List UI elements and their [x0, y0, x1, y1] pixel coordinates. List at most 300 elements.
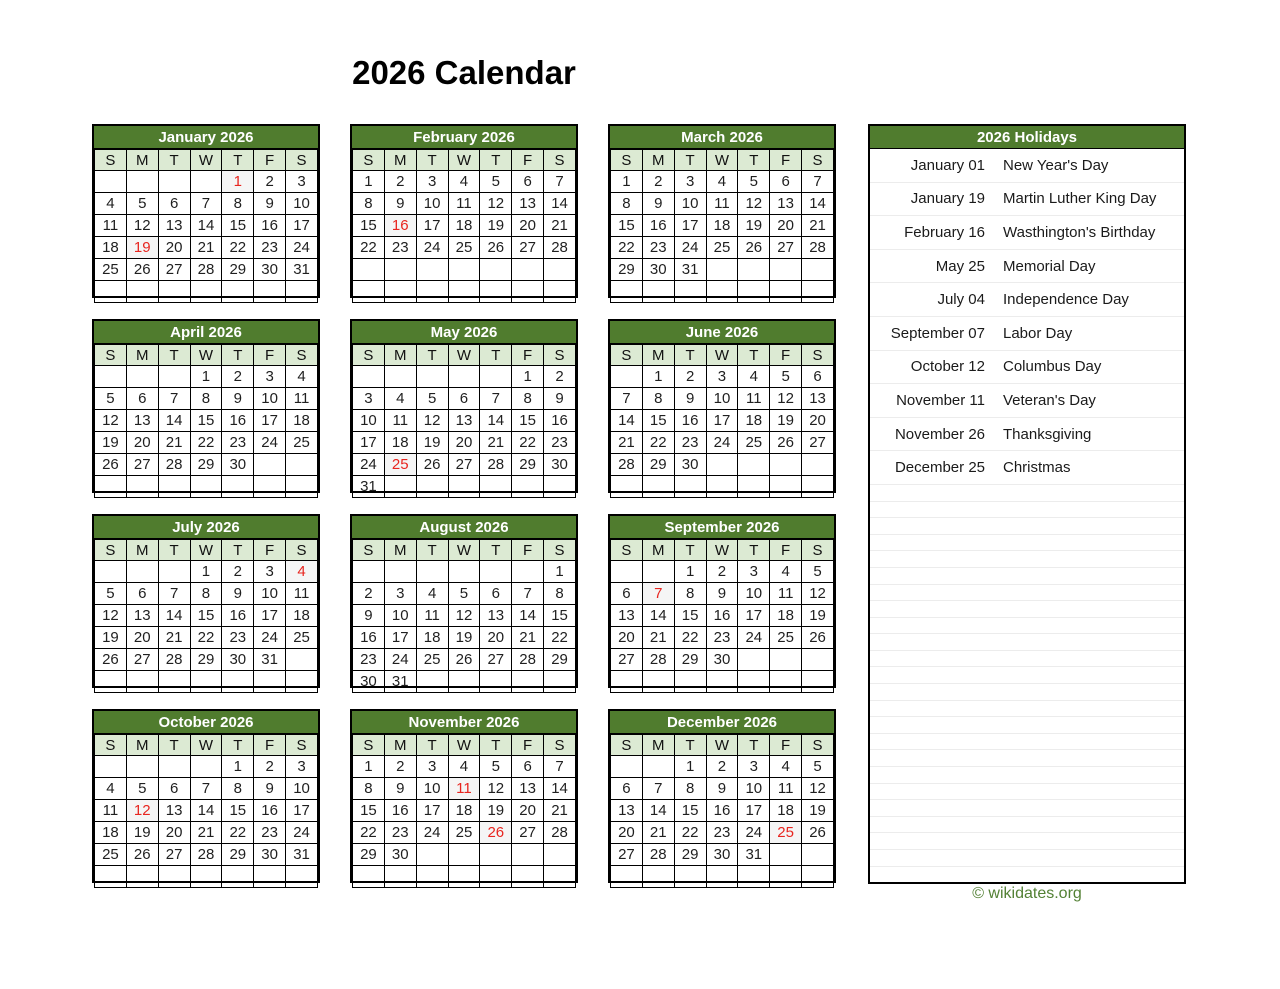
day-cell: 16	[706, 800, 738, 822]
holiday-date: November 26	[894, 425, 985, 443]
day-cell: 8	[353, 778, 385, 800]
holiday-row	[870, 750, 1184, 767]
day-cell: 2	[544, 366, 576, 388]
day-cell: 30	[384, 844, 416, 866]
day-cell: 16	[674, 410, 706, 432]
day-cell: 6	[611, 778, 643, 800]
holiday-row	[870, 384, 1184, 418]
day-of-week-header: M	[126, 150, 158, 171]
day-of-week-header: S	[95, 540, 127, 561]
holiday-row	[870, 734, 1184, 751]
day-cell: 8	[674, 778, 706, 800]
month-title: July 2026	[94, 516, 318, 539]
day-cell: 1	[642, 366, 674, 388]
day-cell: 25	[448, 822, 480, 844]
day-of-week-header: T	[222, 540, 254, 561]
day-cell: 26	[416, 454, 448, 476]
day-cell: 5	[802, 756, 834, 778]
month-calendar	[92, 124, 320, 298]
holiday-name: Christmas	[1003, 459, 1071, 477]
day-cell	[384, 281, 416, 303]
day-cell: 11	[416, 605, 448, 627]
holiday-row	[870, 585, 1184, 602]
day-of-week-header: W	[190, 540, 222, 561]
holiday-date: February 16	[904, 223, 985, 241]
day-cell: 7	[190, 778, 222, 800]
day-of-week-header: T	[674, 735, 706, 756]
day-cell	[448, 844, 480, 866]
day-cell: 20	[770, 215, 802, 237]
day-cell: 5	[95, 583, 127, 605]
day-cell: 28	[544, 237, 576, 259]
day-cell: 12	[448, 605, 480, 627]
day-of-week-header: S	[544, 540, 576, 561]
day-cell: 27	[512, 822, 544, 844]
day-cell: 20	[611, 822, 643, 844]
holiday-row	[870, 634, 1184, 651]
day-cell	[706, 671, 738, 693]
day-of-week-header: W	[448, 540, 480, 561]
month-title: January 2026	[94, 126, 318, 149]
day-of-week-header: F	[770, 540, 802, 561]
holiday-row	[870, 551, 1184, 568]
day-cell: 12	[770, 388, 802, 410]
day-cell	[353, 366, 385, 388]
day-cell: 21	[190, 822, 222, 844]
day-cell: 19	[802, 800, 834, 822]
day-cell: 25	[95, 259, 127, 281]
day-cell: 12	[480, 778, 512, 800]
day-cell	[480, 259, 512, 281]
day-cell: 28	[544, 822, 576, 844]
day-cell: 20	[611, 627, 643, 649]
day-cell: 21	[158, 432, 190, 454]
day-cell	[611, 866, 643, 888]
month-title: June 2026	[610, 321, 834, 344]
day-cell	[190, 281, 222, 303]
day-of-week-header: S	[802, 540, 834, 561]
day-cell	[416, 281, 448, 303]
day-cell	[480, 281, 512, 303]
day-cell: 5	[802, 561, 834, 583]
day-cell: 9	[254, 193, 286, 215]
day-of-week-header: M	[642, 540, 674, 561]
day-cell	[222, 476, 254, 498]
day-cell	[802, 866, 834, 888]
day-cell: 25	[286, 627, 318, 649]
day-cell: 25	[770, 627, 802, 649]
month-title: September 2026	[610, 516, 834, 539]
day-cell: 31	[254, 649, 286, 671]
day-cell: 4	[738, 366, 770, 388]
day-of-week-header: W	[190, 150, 222, 171]
day-cell: 14	[802, 193, 834, 215]
day-cell: 2	[384, 171, 416, 193]
day-cell	[126, 756, 158, 778]
day-cell: 22	[674, 627, 706, 649]
day-cell: 8	[353, 193, 385, 215]
day-cell: 28	[802, 237, 834, 259]
day-of-week-header: S	[286, 735, 318, 756]
day-cell: 9	[706, 778, 738, 800]
day-cell: 4	[770, 756, 802, 778]
day-cell: 7	[802, 171, 834, 193]
holiday-name: Wasthington's Birthday	[1003, 223, 1156, 241]
holiday-date: July 04	[937, 291, 985, 309]
day-cell: 1	[190, 366, 222, 388]
day-cell: 19	[95, 432, 127, 454]
holiday-row	[870, 518, 1184, 535]
day-cell	[254, 671, 286, 693]
day-cell: 15	[611, 215, 643, 237]
day-cell: 23	[674, 432, 706, 454]
day-cell	[770, 476, 802, 498]
day-cell: 23	[384, 822, 416, 844]
day-cell	[222, 671, 254, 693]
day-cell	[770, 671, 802, 693]
month-calendar	[350, 709, 578, 883]
day-cell	[738, 259, 770, 281]
day-cell: 22	[642, 432, 674, 454]
day-cell: 6	[158, 193, 190, 215]
day-cell	[286, 866, 318, 888]
day-cell: 9	[384, 193, 416, 215]
day-cell: 24	[286, 237, 318, 259]
day-cell	[158, 171, 190, 193]
day-of-week-header: S	[611, 735, 643, 756]
day-of-week-header: F	[254, 540, 286, 561]
day-cell	[254, 454, 286, 476]
day-cell: 18	[384, 432, 416, 454]
day-cell: 2	[353, 583, 385, 605]
day-cell: 9	[222, 583, 254, 605]
day-of-week-header: F	[512, 345, 544, 366]
day-cell: 19	[448, 627, 480, 649]
holiday-date: September 07	[890, 324, 985, 342]
day-cell: 20	[126, 627, 158, 649]
day-cell	[770, 454, 802, 476]
day-of-week-header: T	[674, 345, 706, 366]
day-cell: 3	[706, 366, 738, 388]
day-of-week-header: S	[353, 540, 385, 561]
holiday-row	[870, 535, 1184, 552]
day-cell: 10	[286, 778, 318, 800]
day-cell: 24	[416, 822, 448, 844]
day-cell: 5	[95, 388, 127, 410]
day-cell: 15	[512, 410, 544, 432]
day-cell: 21	[642, 627, 674, 649]
day-cell: 24	[353, 454, 385, 476]
day-cell: 31	[738, 844, 770, 866]
holiday-name: Independence Day	[1003, 291, 1129, 309]
day-cell	[95, 171, 127, 193]
month-calendar	[608, 514, 836, 688]
day-of-week-header: T	[738, 345, 770, 366]
month-title: March 2026	[610, 126, 834, 149]
holiday-row	[870, 568, 1184, 585]
day-cell: 8	[674, 583, 706, 605]
day-cell	[254, 866, 286, 888]
day-cell: 20	[802, 410, 834, 432]
day-cell	[611, 281, 643, 303]
holiday-row	[870, 601, 1184, 618]
day-cell	[158, 756, 190, 778]
day-cell	[738, 454, 770, 476]
day-cell	[738, 476, 770, 498]
day-cell	[416, 366, 448, 388]
day-cell	[158, 671, 190, 693]
day-cell: 29	[674, 649, 706, 671]
month-calendar	[92, 514, 320, 688]
day-cell: 3	[416, 171, 448, 193]
day-of-week-header: F	[254, 735, 286, 756]
day-cell: 15	[190, 605, 222, 627]
day-cell	[95, 561, 127, 583]
day-of-week-header: M	[642, 150, 674, 171]
day-cell: 2	[674, 366, 706, 388]
day-cell: 9	[706, 583, 738, 605]
day-cell: 29	[190, 649, 222, 671]
day-cell: 20	[126, 432, 158, 454]
day-of-week-header: M	[384, 540, 416, 561]
day-cell: 20	[448, 432, 480, 454]
day-cell: 7	[480, 388, 512, 410]
day-cell	[286, 649, 318, 671]
day-cell: 13	[448, 410, 480, 432]
day-cell	[126, 366, 158, 388]
day-cell: 11	[95, 800, 127, 822]
day-cell: 22	[222, 237, 254, 259]
day-cell: 15	[353, 215, 385, 237]
day-cell: 12	[802, 583, 834, 605]
holiday-row	[870, 502, 1184, 519]
day-cell: 28	[642, 844, 674, 866]
day-of-week-header: S	[544, 735, 576, 756]
day-cell	[416, 866, 448, 888]
day-of-week-header: T	[416, 345, 448, 366]
day-cell: 25	[706, 237, 738, 259]
day-cell: 15	[674, 800, 706, 822]
day-cell: 22	[674, 822, 706, 844]
day-cell	[222, 281, 254, 303]
day-cell: 2	[642, 171, 674, 193]
day-cell: 11	[738, 388, 770, 410]
day-cell: 11	[95, 215, 127, 237]
day-cell: 29	[190, 454, 222, 476]
day-of-week-header: W	[706, 540, 738, 561]
day-cell	[512, 281, 544, 303]
day-cell: 14	[480, 410, 512, 432]
day-cell	[544, 259, 576, 281]
day-cell	[512, 259, 544, 281]
day-cell	[480, 476, 512, 498]
day-of-week-header: F	[770, 345, 802, 366]
day-cell: 22	[190, 432, 222, 454]
day-cell: 19	[416, 432, 448, 454]
day-cell: 26	[95, 649, 127, 671]
day-of-week-header: T	[158, 150, 190, 171]
month-calendar	[92, 709, 320, 883]
day-cell: 1	[353, 756, 385, 778]
day-cell	[642, 476, 674, 498]
day-of-week-header: T	[738, 540, 770, 561]
holiday-name: Columbus Day	[1003, 358, 1102, 376]
day-cell: 22	[353, 237, 385, 259]
day-cell: 23	[384, 237, 416, 259]
day-cell: 10	[254, 388, 286, 410]
day-cell: 12	[416, 410, 448, 432]
day-cell: 21	[642, 822, 674, 844]
day-cell: 19	[802, 605, 834, 627]
day-cell	[448, 366, 480, 388]
day-cell	[95, 756, 127, 778]
day-of-week-header: W	[190, 345, 222, 366]
day-cell: 4	[448, 171, 480, 193]
day-cell: 24	[738, 627, 770, 649]
day-of-week-header: W	[448, 150, 480, 171]
day-cell: 30	[353, 671, 385, 693]
day-cell: 12	[126, 800, 158, 822]
holiday-row	[870, 451, 1184, 485]
day-cell: 25	[95, 844, 127, 866]
day-cell: 20	[480, 627, 512, 649]
day-of-week-header: F	[254, 345, 286, 366]
day-cell: 20	[512, 800, 544, 822]
day-cell: 29	[353, 844, 385, 866]
holiday-row	[870, 216, 1184, 250]
day-cell: 28	[190, 259, 222, 281]
month-table	[610, 734, 834, 888]
day-cell: 14	[512, 605, 544, 627]
day-cell	[353, 561, 385, 583]
day-cell	[544, 476, 576, 498]
month-title: February 2026	[352, 126, 576, 149]
day-cell: 4	[384, 388, 416, 410]
day-cell	[190, 476, 222, 498]
day-cell	[706, 476, 738, 498]
day-cell	[448, 866, 480, 888]
day-cell: 22	[611, 237, 643, 259]
day-cell: 30	[254, 844, 286, 866]
day-cell	[190, 171, 222, 193]
day-cell: 9	[222, 388, 254, 410]
day-cell: 2	[384, 756, 416, 778]
day-of-week-header: F	[254, 150, 286, 171]
month-title: May 2026	[352, 321, 576, 344]
day-cell: 24	[384, 649, 416, 671]
day-of-week-header: W	[706, 735, 738, 756]
day-cell: 10	[706, 388, 738, 410]
day-cell: 8	[611, 193, 643, 215]
day-cell: 16	[254, 215, 286, 237]
day-cell: 25	[448, 237, 480, 259]
day-cell: 18	[95, 822, 127, 844]
day-of-week-header: S	[611, 150, 643, 171]
day-cell: 16	[544, 410, 576, 432]
day-cell: 17	[416, 215, 448, 237]
day-cell: 5	[738, 171, 770, 193]
day-cell	[95, 671, 127, 693]
day-cell: 3	[738, 756, 770, 778]
day-cell: 27	[448, 454, 480, 476]
day-cell: 23	[222, 627, 254, 649]
holiday-row	[870, 784, 1184, 801]
day-cell: 18	[770, 800, 802, 822]
holiday-date: May 25	[935, 257, 985, 275]
day-cell: 7	[158, 583, 190, 605]
day-cell: 5	[126, 778, 158, 800]
day-cell: 26	[480, 822, 512, 844]
day-cell: 2	[706, 561, 738, 583]
day-of-week-header: W	[190, 735, 222, 756]
day-cell: 7	[611, 388, 643, 410]
day-cell: 17	[254, 410, 286, 432]
copyright-link[interactable]: © wikidates.org	[972, 885, 1082, 902]
holiday-row	[870, 667, 1184, 684]
day-cell: 20	[158, 237, 190, 259]
day-of-week-header: S	[802, 735, 834, 756]
day-cell	[642, 866, 674, 888]
day-cell: 11	[286, 388, 318, 410]
day-of-week-header: S	[95, 735, 127, 756]
day-cell: 26	[126, 844, 158, 866]
day-of-week-header: F	[770, 735, 802, 756]
day-cell: 24	[254, 627, 286, 649]
day-cell	[706, 259, 738, 281]
day-cell: 25	[384, 454, 416, 476]
day-cell: 9	[544, 388, 576, 410]
day-of-week-header: T	[674, 540, 706, 561]
day-cell: 29	[611, 259, 643, 281]
holiday-row	[870, 684, 1184, 701]
day-cell	[384, 366, 416, 388]
day-cell	[95, 866, 127, 888]
day-cell: 6	[448, 388, 480, 410]
day-cell: 23	[706, 627, 738, 649]
month-calendar	[608, 319, 836, 493]
day-cell: 13	[158, 215, 190, 237]
day-cell: 17	[254, 605, 286, 627]
day-cell: 29	[674, 844, 706, 866]
day-cell: 17	[286, 215, 318, 237]
day-cell	[802, 671, 834, 693]
day-cell: 27	[480, 649, 512, 671]
day-cell: 1	[353, 171, 385, 193]
day-cell: 26	[738, 237, 770, 259]
day-cell	[512, 476, 544, 498]
day-cell: 18	[286, 410, 318, 432]
day-cell	[416, 844, 448, 866]
day-cell: 13	[802, 388, 834, 410]
holiday-row	[870, 651, 1184, 668]
month-calendar	[608, 709, 836, 883]
day-cell: 12	[95, 605, 127, 627]
day-of-week-header: S	[544, 345, 576, 366]
holidays-header: 2026 Holidays	[870, 126, 1184, 149]
month-calendar	[92, 319, 320, 493]
day-of-week-header: S	[353, 345, 385, 366]
day-cell: 30	[222, 454, 254, 476]
day-of-week-header: T	[222, 150, 254, 171]
day-cell	[384, 476, 416, 498]
day-cell: 20	[158, 822, 190, 844]
holiday-date: December 25	[894, 459, 985, 477]
day-of-week-header: M	[126, 735, 158, 756]
day-cell: 28	[642, 649, 674, 671]
day-cell: 4	[770, 561, 802, 583]
day-cell: 10	[416, 193, 448, 215]
day-of-week-header: T	[222, 735, 254, 756]
